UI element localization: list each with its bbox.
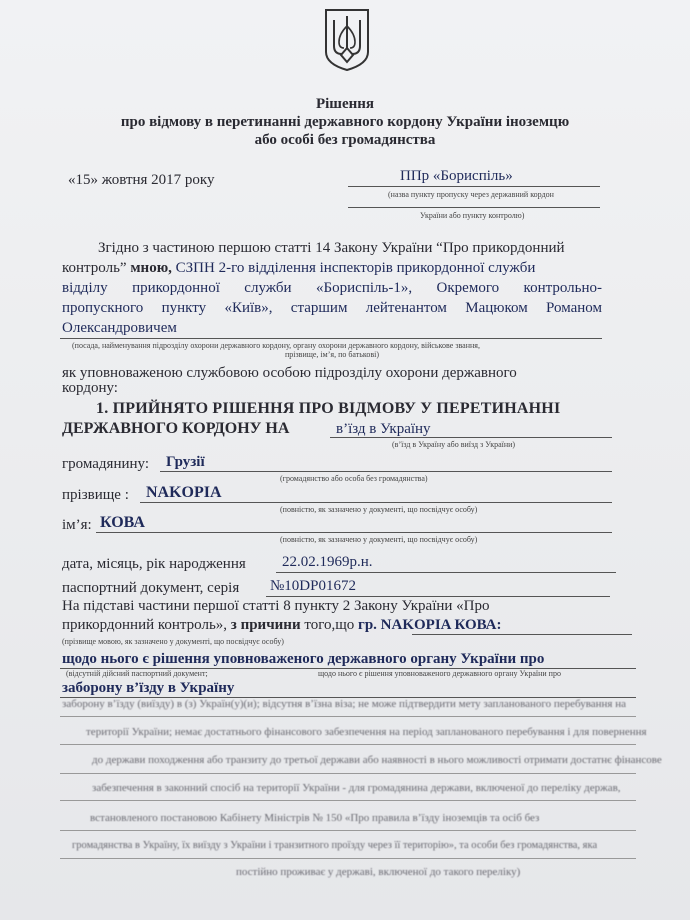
grounds-caption: (прізвище мовою, як зазначено у документі, що посвідчує особу) <box>62 637 284 646</box>
given-name-label: ім’я: <box>62 517 92 533</box>
grounds-caption: (відсутній дійсний паспортний документ; <box>66 669 208 678</box>
birth-date-value: 22.02.1969р.н. <box>282 554 373 570</box>
given-name-caption: (повністю, як зазначено у документі, що посвідчує особу) <box>280 535 478 544</box>
reasons-legend-line: громадянства в Україну, їх виїзду з України і транзитного проїзду через її територію», та особи без громадянства, яка <box>72 840 598 851</box>
surname-value: NAKOPIA <box>146 484 222 501</box>
authority-line: кордону: <box>62 380 118 396</box>
document-subtitle: або особі без громадянства <box>254 132 436 148</box>
grounds-reason: щодо нього є рішення уповноваженого державного органу України про <box>62 651 545 667</box>
grounds-caption: щодо нього є рішення уповноваженого державного органу України про <box>318 669 561 678</box>
checkpoint-caption: (назва пункту пропуску через державний кордон <box>388 190 554 199</box>
decision-direction: в’їзд в Україну <box>336 421 431 437</box>
reasons-legend-line: забезпечення в законний спосіб на території України - для громадянина держави, включеної до переліку держав, <box>92 782 621 794</box>
intro-line: контроль” мною, СЗПН 2-го відділення інспекторів прикордонної служби <box>62 260 536 276</box>
given-name-value: КОВА <box>100 514 145 531</box>
intro-line: Згідно з частиною першою статті 14 Закону України “Про прикордонний <box>98 240 565 256</box>
document-title: Рішення <box>315 96 375 112</box>
passport-value: №10DP01672 <box>270 578 356 594</box>
reasons-legend-line: заборону в’їзду (виїзду) в (з) Україн(у)(и); відсутня в’їзна віза; не може підтвердити мету запланованого перебування на <box>62 698 627 710</box>
citizenship-value: Грузії <box>166 454 205 470</box>
reasons-legend-line: до держави походження або транзиту до третьої держави або наявності в нього можливості отримати достатнє фінансове <box>92 754 662 766</box>
officer-caption: (посада, найменування підрозділу охорони державного кордону, органу охорони державного кордону, військове звання, <box>72 341 480 350</box>
officer-caption: прізвище, ім’я, по батькові) <box>285 350 380 359</box>
decision-heading: ДЕРЖАВНОГО КОРДОНУ НА <box>62 420 290 437</box>
checkpoint-caption: України або пункту контролю) <box>420 211 525 220</box>
reasons-legend-line: території України; немає достатнього фінансового забезпечення на період запланованого перебування і для повернення <box>86 726 647 738</box>
reasons-legend-line: встановленого постановою Кабінету Міністрів № 150 «Про правила в’їзду іноземців та осіб без <box>90 812 540 824</box>
grounds-line: прикордонний контроль», з причини того,що гр. NAKOPIA КОВА: <box>62 617 502 633</box>
passport-label: паспортний документ, серія <box>62 580 240 596</box>
intro-line: пропускного пункту «Київ», старшим лейтенантом Мацюком Романом <box>62 300 602 316</box>
surname-caption: (повністю, як зазначено у документі, що посвідчує особу) <box>280 505 478 514</box>
officer-name: Олександровичем <box>62 320 177 336</box>
checkpoint-name: ППр «Бориспіль» <box>400 168 513 184</box>
coat-of-arms-icon <box>322 8 372 72</box>
decision-caption: (в’їзд в Україну або виїзд з України) <box>392 440 516 449</box>
surname-label: прізвище : <box>62 487 129 503</box>
reasons-legend-line: постійно проживає у державі, включеної до такого переліку) <box>236 866 521 878</box>
decision-date: «15» жовтня 2017 року <box>68 172 215 188</box>
citizenship-caption: (громадянство або особа без громадянства) <box>280 474 428 483</box>
grounds-line: На підставі частини першої статті 8 пункту 2 Закону України «Про <box>62 598 490 614</box>
citizenship-label: громадянину: <box>62 456 149 472</box>
authority-line: як уповноваженою службовою особою підрозділу охорони державного <box>62 365 517 381</box>
grounds-reason: заборону в’їзду в Україну <box>62 680 235 696</box>
intro-line: відділу прикордонної служби «Бориспіль-1», Окремого контрольно- <box>62 280 602 296</box>
decision-heading: 1. ПРИЙНЯТО РІШЕННЯ ПРО ВІДМОВУ У ПЕРЕТИНАННІ <box>96 400 561 417</box>
document-subtitle: про відмову в перетинанні державного кордону України іноземцю <box>120 114 570 130</box>
birth-date-label: дата, місяць, рік народження <box>62 556 246 572</box>
